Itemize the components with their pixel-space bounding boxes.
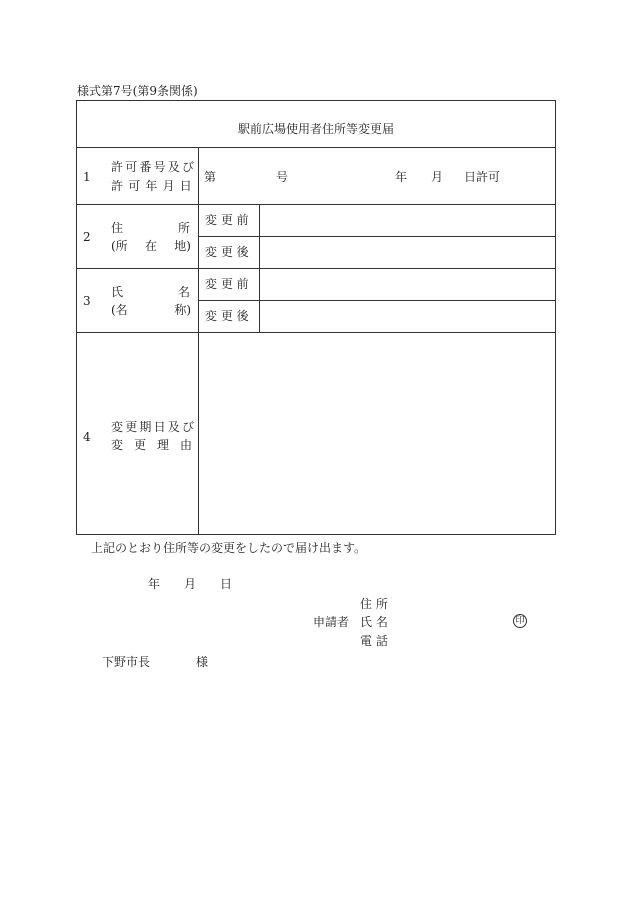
reason-label-char: 変 <box>111 438 124 452</box>
address-label-line2 <box>111 240 191 252</box>
grid-line <box>77 147 555 148</box>
applicant-address-label: 住 所 <box>360 597 388 611</box>
row-number-3: 3 <box>83 294 91 308</box>
change-notification-form <box>76 100 556 535</box>
grid-line <box>198 300 555 301</box>
address-label-char: (所 <box>111 239 128 253</box>
address-label-char: 所 <box>177 221 190 235</box>
reason-label-line1: 変更期日及び <box>111 420 197 434</box>
permit-month: 月 <box>431 170 444 184</box>
name-label-char: 氏 <box>111 285 124 299</box>
grid-line <box>198 236 555 237</box>
addressee-honorific: 様 <box>196 655 209 669</box>
address-label-line1 <box>111 222 190 234</box>
seal-mark: 印 <box>513 614 527 628</box>
row-number-1: 1 <box>83 170 91 184</box>
address-label-char: 地) <box>174 239 191 253</box>
address-label-char: 在 <box>144 239 157 253</box>
permit-go: 号 <box>276 170 289 184</box>
reason-label-char: 更 <box>133 438 146 452</box>
name-label-line2 <box>111 304 191 316</box>
permit-day: 日許可 <box>464 170 501 184</box>
addressee-name: 下野市長 <box>102 655 151 669</box>
name-after-label: 変 更 後 <box>205 309 249 323</box>
address-after-label: 変 更 後 <box>205 245 249 259</box>
grid-line <box>77 204 555 205</box>
permit-year: 年 <box>395 170 408 184</box>
permit-label-line2: 許可年月日 <box>111 179 198 193</box>
name-label-char: 称) <box>174 303 191 317</box>
applicant-name-label: 氏 名 <box>360 615 388 629</box>
date-day: 日 <box>220 577 233 591</box>
declaration-statement: 上記のとおり住所等の変更をしたので届け出ます。 <box>91 541 367 555</box>
form-number-label: 様式第7号(第9条関係) <box>77 84 198 98</box>
permit-dai: 第 <box>204 170 217 184</box>
row-number-4: 4 <box>83 430 91 444</box>
date-year: 年 <box>148 577 161 591</box>
grid-line <box>77 332 555 333</box>
reason-label-char: 由 <box>179 438 192 452</box>
name-label-char: 名 <box>177 285 190 299</box>
address-label-char: 住 <box>111 221 124 235</box>
grid-line <box>77 268 555 269</box>
grid-line <box>198 147 199 534</box>
reason-label-line2 <box>111 439 192 451</box>
name-label-line1 <box>111 286 190 298</box>
address-before-label: 変 更 前 <box>205 213 249 227</box>
permit-label-line1: 許可番号及び <box>111 160 197 174</box>
applicant-label: 申請者 <box>313 615 350 629</box>
date-month: 月 <box>184 577 197 591</box>
name-before-label: 変 更 前 <box>205 277 249 291</box>
grid-line <box>259 204 260 332</box>
form-title: 駅前広場使用者住所等変更届 <box>237 122 394 136</box>
applicant-phone-label: 電 話 <box>360 634 388 648</box>
name-label-char: (名 <box>111 303 128 317</box>
row-number-2: 2 <box>83 230 91 244</box>
reason-label-char: 理 <box>156 438 169 452</box>
